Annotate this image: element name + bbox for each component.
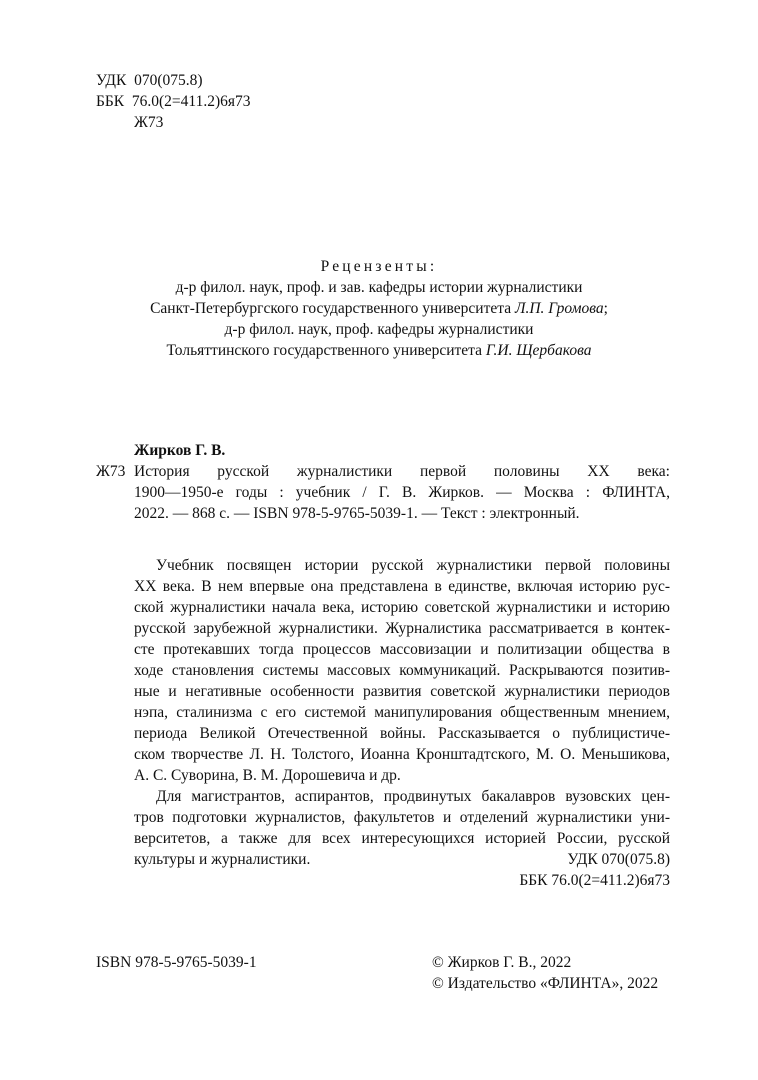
reviewer-1-university: Санкт-Петербургского государственного университета [150, 300, 515, 317]
classification-codes [96, 70, 251, 133]
audience-line: верситетов, а также для всех интересующихся историей России, русской [134, 830, 670, 847]
udk-code: УДК 070(075.8) [96, 72, 203, 89]
abstract-line: нэпа, сталинизма с его системой манипулирования общественным мнением, [134, 704, 670, 721]
reviewers-block [0, 256, 758, 361]
reviewer-1-title: д-р филол. наук, проф. и зав. кафедры истории журналистики [175, 279, 583, 296]
reviewer-2-affiliation [0, 340, 758, 361]
abstract-line: ные и негативные особенности развития советской журналистики периодов [134, 683, 670, 700]
reviewer-1-separator: ; [603, 300, 608, 317]
isbn: ISBN 978-5-9765-5039-1 [96, 954, 257, 971]
catalog-line: 2022. — 868 с. — ISBN 978-5-9765-5039-1. — Текст : электронный. [134, 505, 580, 522]
abstract-line: ской журналистики начала века, историю советской журналистики и историю [134, 599, 670, 616]
catalog-author: Жирков Г. В. [134, 442, 226, 459]
catalog-author-mark: Ж73 [96, 463, 126, 480]
abstract-line: ском творчестве Л. Н. Толстого, Иоанна Кронштадтского, М. О. Меньшикова, [134, 746, 670, 763]
reviewer-1-name: Л.П. Громова [514, 300, 604, 317]
classification-codes-bottom [519, 849, 670, 891]
catalog-description [134, 461, 670, 524]
abstract-line: сте протекавших тогда процессов массовизации и политизации общества в [134, 641, 670, 658]
copyright-author: © Жирков Г. В., 2022 [432, 954, 572, 971]
udk-code-bottom: УДК 070(075.8) [567, 851, 670, 868]
reviewer-2-title: д-р филол. наук, проф. кафедры журналистики [224, 321, 534, 338]
abstract-line: ходе становления системы массовых коммуникаций. Раскрываются позитив- [134, 662, 670, 679]
author-mark: Ж73 [134, 114, 164, 131]
bbk-code-bottom: ББК 76.0(2=411.2)6я73 [519, 872, 670, 889]
abstract-line: периода Великой Отечественной войны. Рассказывается о публицистиче- [134, 725, 670, 742]
abstract-line: русской зарубежной журналистики. Журналистика рассматривается в контек- [134, 620, 670, 637]
abstract [134, 555, 670, 870]
abstract-line: Учебник посвящен истории русской журналистики первой половины [156, 557, 670, 574]
audience-line: тров подготовки журналистов, факультетов и отделений журналистики уни- [134, 809, 670, 826]
reviewer-2-university: Тольяттинского государственного университета [166, 342, 486, 359]
reviewer-1-affiliation [0, 298, 758, 319]
reviewers-heading: Рецензенты: [320, 258, 438, 275]
catalog-line: История русской журналистики первой половины XX века: [134, 463, 670, 480]
abstract-line: XX века. В нем впервые она представлена в единстве, включая историю рус- [134, 578, 670, 595]
copyright-block [432, 952, 658, 994]
copyright-publisher: © Издательство «ФЛИНТА», 2022 [432, 975, 659, 992]
catalog-line: 1900—1950-е годы : учебник / Г. В. Жирков. — Москва : ФЛИНТА, [134, 484, 670, 501]
audience-line: культуры и журналистики. [134, 851, 311, 868]
audience-line: Для магистрантов, аспирантов, продвинутых бакалавров вузовских цен- [156, 788, 670, 805]
reviewer-2-name: Г.И. Щербакова [485, 342, 592, 359]
bbk-code: ББК 76.0(2=411.2)6я73 [96, 93, 251, 110]
abstract-line: А. С. Суворина, В. М. Дорошевича и др. [134, 767, 401, 784]
